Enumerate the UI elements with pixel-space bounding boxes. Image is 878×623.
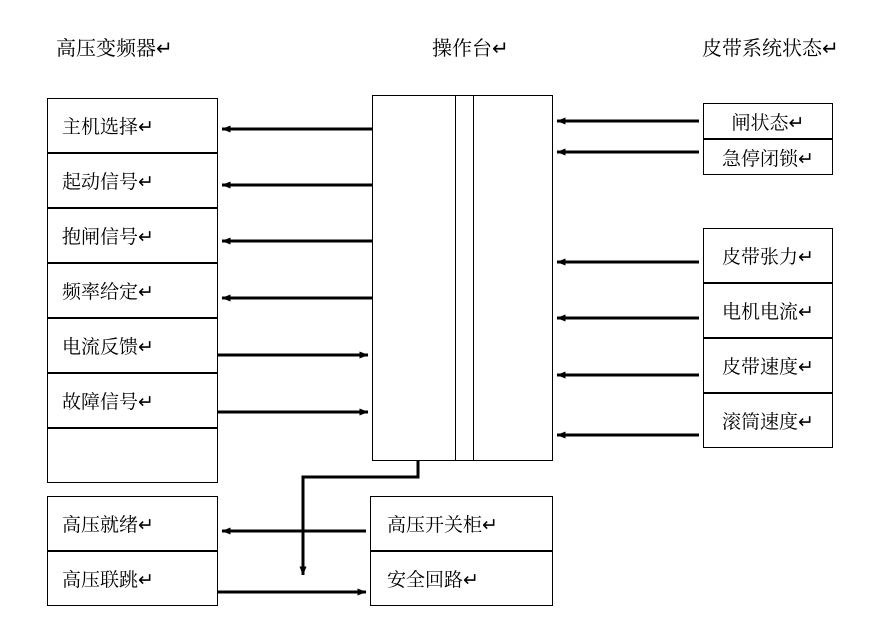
box-current-feedback-label: 电流反馈↵ [62,337,154,358]
box-fault-signal[interactable] [47,373,218,428]
box-estop-lock-label: 急停闭锁↵ [722,148,814,170]
console-block[interactable] [372,95,553,461]
box-gate-status[interactable] [703,103,833,139]
box-drum-speed-label: 滚筒速度↵ [722,412,814,433]
box-safety-circuit-label: 安全回路↵ [387,570,479,591]
box-host-select-label: 主机选择↵ [62,117,154,138]
box-hv-trip-label: 高压联跳↵ [62,570,154,591]
box-estop-lock[interactable] [703,139,833,175]
box-motor-current[interactable] [703,283,833,338]
box-motor-current-label: 电机电流↵ [722,302,814,323]
column-title-console: 操作台↵ [432,38,509,60]
box-belt-tension-label: 皮带张力↵ [722,247,814,268]
box-drum-speed[interactable] [703,393,833,448]
box-host-select[interactable] [47,98,218,153]
box-blank-spacer [47,428,218,483]
box-hv-trip[interactable] [47,551,218,606]
box-hv-ready[interactable] [47,496,218,551]
console-divider-left [455,95,456,461]
box-hv-ready-label: 高压就绪↵ [62,515,154,536]
column-title-belt-status: 皮带系统状态↵ [702,38,839,60]
console-divider-right [473,95,474,461]
box-brake-signal[interactable] [47,208,218,263]
box-fault-signal-label: 故障信号↵ [62,392,154,413]
box-frequency-setpoint-label: 频率给定↵ [62,282,154,303]
box-current-feedback[interactable] [47,318,218,373]
box-safety-circuit[interactable] [370,551,553,606]
column-title-inverter: 高压变频器↵ [56,38,173,60]
box-belt-speed-label: 皮带速度↵ [722,357,814,378]
box-frequency-setpoint[interactable] [47,263,218,318]
box-belt-tension[interactable] [703,228,833,283]
box-brake-signal-label: 抱闸信号↵ [62,227,154,248]
box-start-signal-label: 起动信号↵ [62,172,154,193]
box-gate-status-label: 闸状态↵ [731,112,805,134]
box-hv-switchgear[interactable] [370,496,553,551]
box-hv-switchgear-label: 高压开关柜↵ [387,515,498,536]
box-belt-speed[interactable] [703,338,833,393]
box-start-signal[interactable] [47,153,218,208]
